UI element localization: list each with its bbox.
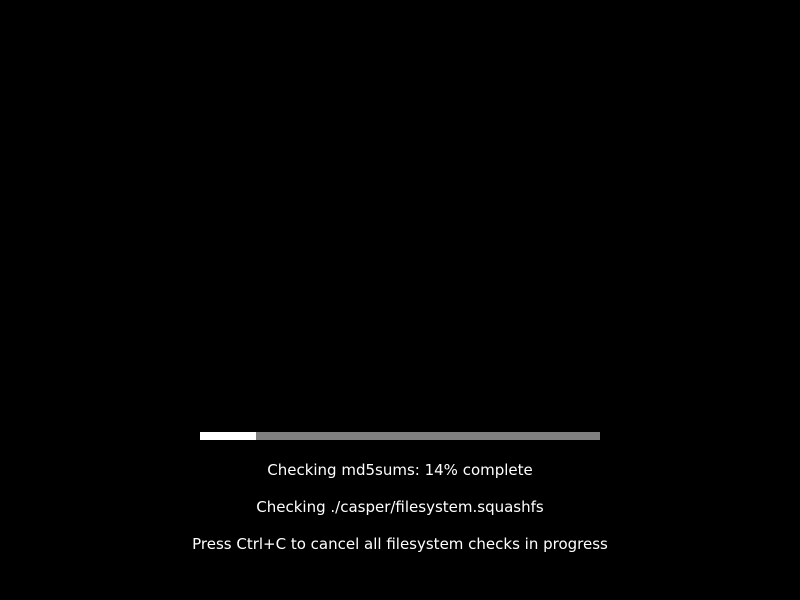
cancel-hint-text: Press Ctrl+C to cancel all filesystem checks in progress — [192, 535, 608, 553]
progress-bar — [200, 432, 600, 440]
progress-bar-fill — [200, 432, 256, 440]
progress-area — [0, 432, 800, 552]
status-primary-text: Checking md5sums: 14% complete — [267, 461, 533, 479]
status-secondary-text: Checking ./casper/filesystem.squashfs — [256, 498, 544, 516]
